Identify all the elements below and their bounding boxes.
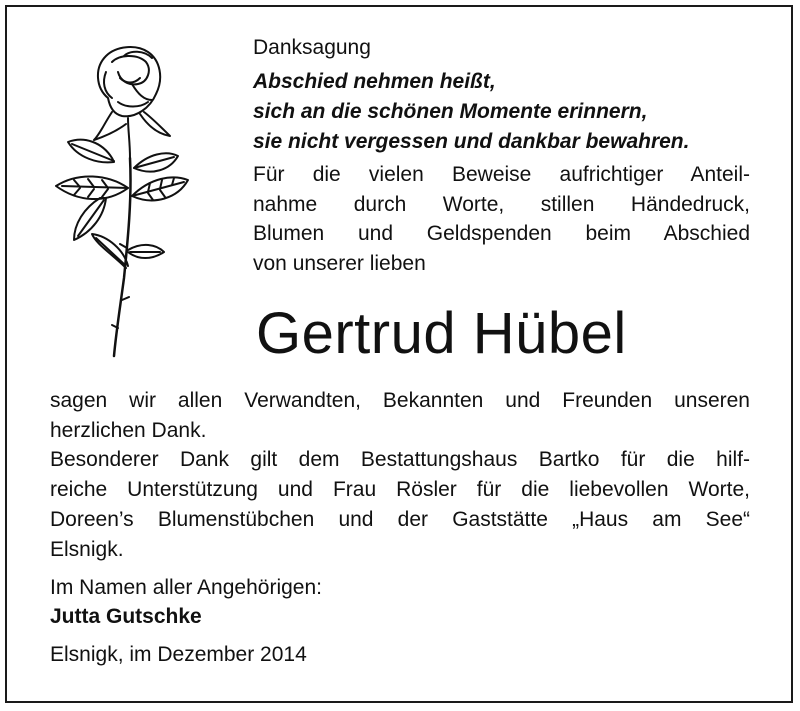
intro-line: von unserer lieben: [253, 251, 426, 275]
signature-block: [50, 573, 650, 669]
motto-line: sich an die schönen Momente erinnern,: [253, 100, 648, 123]
intro-line: Für die vielen Beweise aufrichtiger Anteil-: [253, 163, 750, 186]
signoff-text: Im Namen aller Angehörigen:: [50, 576, 322, 599]
signer-name: Jutta Gutschke: [50, 605, 202, 628]
place-date: Elsnigk, im Dezember 2014: [50, 643, 307, 666]
body-line: sagen wir allen Verwandten, Bekannten und Freunden unseren: [50, 389, 750, 412]
intro-line: nahme durch Worte, stillen Händedruck,: [253, 192, 750, 216]
motto-quote: [253, 67, 753, 157]
body-line: Doreen’s Blumenstübchen und der Gaststätte „Haus am See“: [50, 507, 750, 531]
motto-line: Abschied nehmen heißt,: [253, 70, 496, 93]
deceased-name: Gertrud Hübel: [256, 301, 627, 366]
intro-line: Blumen und Geldspenden beim Abschied: [253, 222, 750, 245]
body-line: Besonderer Dank gilt dem Bestattungshaus Bartko für die hilf-: [50, 448, 750, 472]
intro-paragraph: [253, 160, 750, 278]
thanks-paragraph: [50, 386, 750, 564]
notice-heading: Danksagung: [253, 36, 371, 59]
body-line: Elsnigk.: [50, 537, 124, 561]
header-block: [253, 34, 753, 278]
motto-line: sie nicht vergessen und dankbar bewahren.: [253, 130, 690, 153]
body-line: herzlichen Dank.: [50, 418, 207, 442]
rose-icon: [48, 38, 190, 360]
body-line: reiche Unterstützung und Frau Rösler für die liebevollen Worte,: [50, 478, 750, 502]
